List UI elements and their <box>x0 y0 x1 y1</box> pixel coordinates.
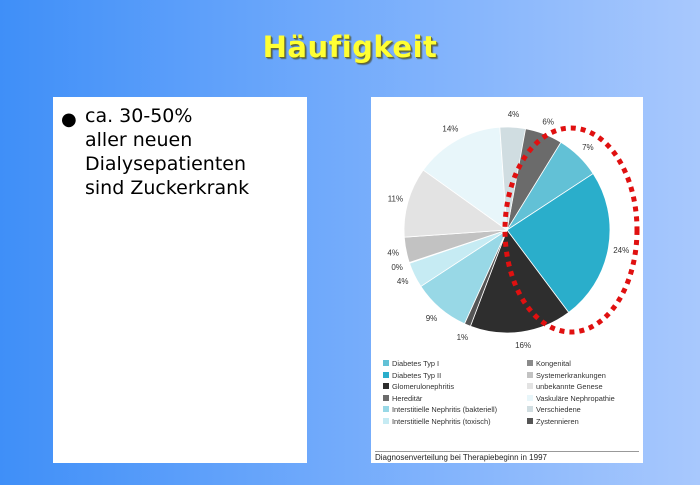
slice-label: 4% <box>387 248 399 258</box>
slice-label: 11% <box>387 194 404 204</box>
legend-item <box>383 417 491 426</box>
slice-label: 6% <box>542 117 554 127</box>
legend-swatch-icon <box>527 406 533 412</box>
legend-label: Hereditär <box>392 393 423 403</box>
slice-label: 1% <box>456 333 469 343</box>
pie-chart <box>371 97 643 350</box>
legend-swatch-icon <box>383 360 389 366</box>
legend-swatch-icon <box>527 360 533 366</box>
legend-label: Kongenital <box>536 359 571 368</box>
chart-caption: Diagnosenverteilung bei Therapiebeginn in 1997 <box>375 453 547 462</box>
slice-label: 16% <box>515 340 532 350</box>
legend-swatch-icon <box>527 372 533 378</box>
legend-item <box>383 394 422 403</box>
legend-label: Interstitielle Nephritis (toxisch) <box>392 417 491 426</box>
bullet-dot-icon: ● <box>61 109 77 130</box>
slice-label: 0% <box>391 263 403 272</box>
slice-label: 4% <box>507 110 520 120</box>
legend-swatch-icon <box>383 372 389 378</box>
legend-label: Zystennieren <box>536 417 579 426</box>
text-panel <box>53 97 307 463</box>
bullet-line-4: sind Zuckerkrank <box>85 177 250 199</box>
legend-label: Interstitielle Nephritis (bakteriell) <box>392 405 498 415</box>
legend-item <box>527 371 606 380</box>
legend-swatch-icon <box>383 406 389 412</box>
legend-label: Vaskuläre Nephropathie <box>536 393 615 403</box>
slice-label: 9% <box>425 314 438 324</box>
legend-label: Glomerulonephritis <box>392 382 455 392</box>
legend-item <box>527 359 571 368</box>
slice-label: 4% <box>396 276 409 286</box>
legend-item <box>383 382 454 391</box>
legend-swatch-icon <box>527 383 533 389</box>
bullet-line-3: Dialysepatienten <box>85 153 247 175</box>
legend-swatch-icon <box>527 418 533 424</box>
bullet-line-2: aller neuen <box>85 129 193 151</box>
legend-swatch-icon <box>383 418 389 424</box>
pie-chart-panel <box>371 97 643 463</box>
legend-item <box>383 371 441 380</box>
legend-swatch-icon <box>383 395 389 401</box>
slide-title: Häufigkeit <box>262 30 438 64</box>
legend-item <box>527 394 615 403</box>
legend-item <box>383 359 439 368</box>
bullet-line-1: ca. 30-50% <box>85 105 193 127</box>
legend-item <box>527 417 579 426</box>
legend-divider <box>375 451 639 452</box>
legend-item <box>527 405 581 414</box>
legend-item <box>383 405 497 414</box>
legend-label: Systemerkrankungen <box>536 370 606 380</box>
legend-label: unbekannte Genese <box>536 382 603 392</box>
legend-swatch-icon <box>383 383 389 389</box>
legend-label: Diabetes Typ II <box>392 370 442 380</box>
slice-label: 14% <box>442 124 459 134</box>
legend-swatch-icon <box>527 395 533 401</box>
legend-label: Verschiedene <box>536 405 581 415</box>
slice-label: 7% <box>582 142 594 152</box>
slice-label: 24% <box>613 246 630 256</box>
legend-label: Diabetes Typ I <box>392 359 440 368</box>
legend-item <box>527 382 603 391</box>
